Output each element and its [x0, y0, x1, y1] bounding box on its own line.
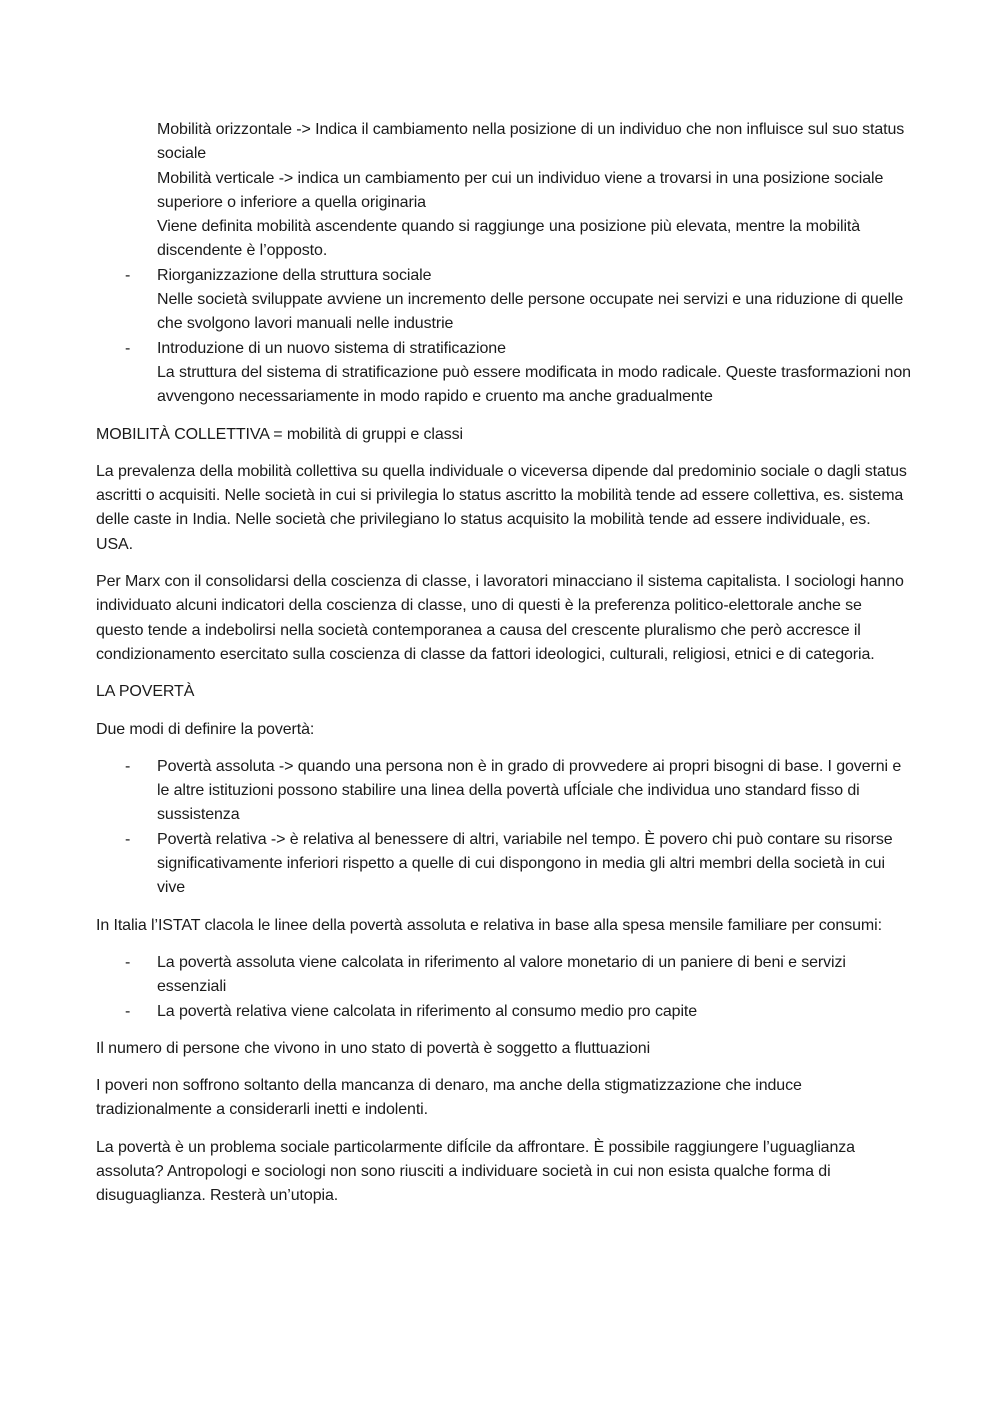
paragraph-istat: In Italia l’ISTAT clacola le linee della povertà assoluta e relativa in base alla spesa mensile familiare per consumi: [96, 916, 882, 934]
paragraph-mobilita-verticale: Mobilità verticale -> indica un cambiamento per cui un individuo viene a trovarsi in una posizione sociale superiore o inferiore a quella originaria [157, 169, 884, 211]
list-item-istat-assoluta [96, 951, 911, 1000]
paragraph-mobilita-ascendente: Viene definita mobilità ascendente quando si raggiunge una posizione più elevata, mentre la mobilità discendente è l’opposto. [157, 218, 861, 260]
paragraph-due-modi: Due modi di definire la povertà: [96, 720, 315, 738]
list-item-body: La struttura del sistema di stratificazione può essere modificata in modo radicale. Queste trasformazioni non avvengono necessariamente in modo rapido e cruento ma anche gradualmente [157, 363, 911, 406]
bullet-dash: - [125, 339, 131, 357]
list-item-poverta-assoluta [96, 755, 911, 828]
page-content [96, 118, 911, 1209]
paragraph-numero-persone: Il numero di persone che vivono in uno stato di povertà è soggetto a fluttuazioni [96, 1039, 651, 1057]
list-item-text: La povertà assoluta viene calcolata in riferimento al valore monetario di un paniere di beni e servizi essenziali [157, 953, 846, 996]
paragraph-marx: Per Marx con il consolidarsi della coscienza di classe, i lavoratori minacciano il sistema capitalista. I sociologi hanno individuato alcuni indicatori della coscienza di classe, uno di questi è la preferenza politico-elettorale anche se questo tende a indebolirsi nella società contemporanea a causa del crescente pluralismo che però accresce il condizionamento esercitato sulla coscienza di classe da fattori ideologici, culturali, religiosi, etnici e di categoria. [96, 573, 904, 663]
list-item-text: Povertà assoluta -> quando una persona non è in grado di provvedere ai propri bisogni di base. I governi e le altre istituzioni possono stabilire una linea della povertà ufÍciale che individua uno standard fisso di sussistenza [157, 757, 902, 824]
list-item-title: Introduzione di un nuovo sistema di stratificazione [157, 339, 506, 357]
heading-poverta: LA POVERTÀ [96, 683, 195, 701]
bullet-dash: - [125, 830, 131, 848]
heading-mobilita-collettiva: MOBILITÀ COLLETTIVA = mobilità di gruppi e classi [96, 425, 463, 443]
list-item-mobility-types [96, 118, 911, 264]
bullet-dash: - [125, 953, 131, 971]
list-item-text: Povertà relativa -> è relativa al benessere di altri, variabile nel tempo. È povero chi può contare su risorse significativamente inferiori rispetto a quelle di cui dispongono in media gli altri membri della società in cui vive [157, 830, 893, 897]
list-item-title: Riorganizzazione della struttura sociale [157, 266, 432, 284]
paragraph-mobilita-orizzontale: Mobilità orizzontale -> Indica il cambiamento nella posizione di un individuo che non influisce sul suo status sociale [157, 121, 905, 163]
bullet-dash: - [125, 757, 131, 775]
bullet-dash: - [125, 266, 131, 284]
paragraph-poveri: I poveri non soffrono soltanto della mancanza di denaro, ma anche della stigmatizzazione che induce tradizionalmente a considerarli inetti e indolenti. [96, 1077, 802, 1119]
list-item-istat-relativa [96, 1000, 911, 1024]
list-item-riorganizzazione [96, 264, 911, 337]
paragraph-problema-sociale: La povertà è un problema sociale particolarmente difÍcile da affrontare. È possibile raggiungere l’uguaglianza assoluta? Antropologi e sociologi non sono riusciti a individuare società in cui non esista qualche forma di disuguaglianza. Resterà un’utopia. [96, 1138, 855, 1205]
list-item-nuovo-sistema [96, 337, 911, 410]
list-item-text: La povertà relativa viene calcolata in riferimento al consumo medio pro capite [157, 1002, 698, 1020]
paragraph-prevalenza: La prevalenza della mobilità collettiva su quella individuale o viceversa dipende dal predominio sociale o dagli status ascritti o acquisiti. Nelle società in cui si privilegia lo status ascritto la mobilità tende ad essere collettiva, es. sistema delle caste in India. Nelle società che privilegiano lo status acquisito la mobilità tende ad essere individuale, es. USA. [96, 462, 907, 553]
list-item-body: Nelle società sviluppate avviene un incremento delle persone occupate nei servizi e una riduzione di quelle che svolgono lavori manuali nelle industrie [157, 291, 904, 333]
bullet-dash: - [125, 1002, 131, 1020]
list-item-poverta-relativa [96, 828, 911, 901]
